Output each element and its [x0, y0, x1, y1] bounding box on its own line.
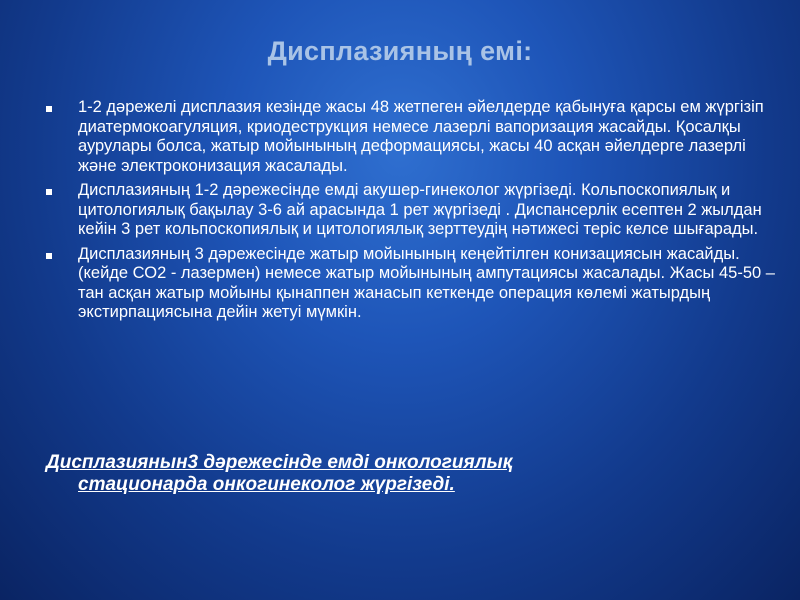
footer-line-2: стационарда онкогинеколог жүргізеді.	[78, 474, 455, 495]
square-bullet-icon	[46, 253, 52, 259]
bullet-item-1	[46, 98, 776, 176]
footer-line-1: Дисплазиянын3 дәрежесінде емді онкологиялық	[46, 452, 513, 473]
square-bullet-icon	[46, 189, 52, 195]
bullet-list	[46, 98, 776, 328]
square-bullet-icon	[46, 106, 52, 112]
bullet-text: Дисплазияның 1-2 дәрежесінде емді акушер-гинеколог жүргізеді. Кольпоскопиялық и цитологиялық бақылау 3-6 ай арасында 1 рет жүргізеді . Диспансерлік есептен 2 жылдан кейін 3 рет кольпоскопиялық и цитологиялық зерттеудің нәтижесі теріс келсе шығарады.	[78, 181, 762, 238]
bullet-text: 1-2 дәрежелі дисплазия кезінде жасы 48 жетпеген әйелдерде қабынуға қарсы ем жүргізіп диатермокоагуляция, криодеструкция немесе лазерлі вапоризация жасайды. Қосалқы аурулары болса, жатыр мойынының деформациясы, жасы 40 асқан әйелдерге лазерлі және электроконизация жасалады.	[78, 98, 764, 175]
bullet-item-3	[46, 245, 776, 323]
slide-title: Дисплазияның емі:	[267, 36, 533, 66]
footer-note	[46, 452, 746, 496]
bullet-item-2	[46, 181, 776, 240]
bullet-text: Дисплазияның 3 дәрежесінде жатыр мойынының кеңейтілген конизациясын жасайды. (кейде СО2 - лазермен) немесе жатыр мойынының ампутациясы жасалады. Жасы 45-50 –тан асқан жатыр мойыны қынаппен жанасып кеткенде операция көлемі жатырдың экстирпациясына дейін жетуі мүмкін.	[78, 244, 775, 321]
